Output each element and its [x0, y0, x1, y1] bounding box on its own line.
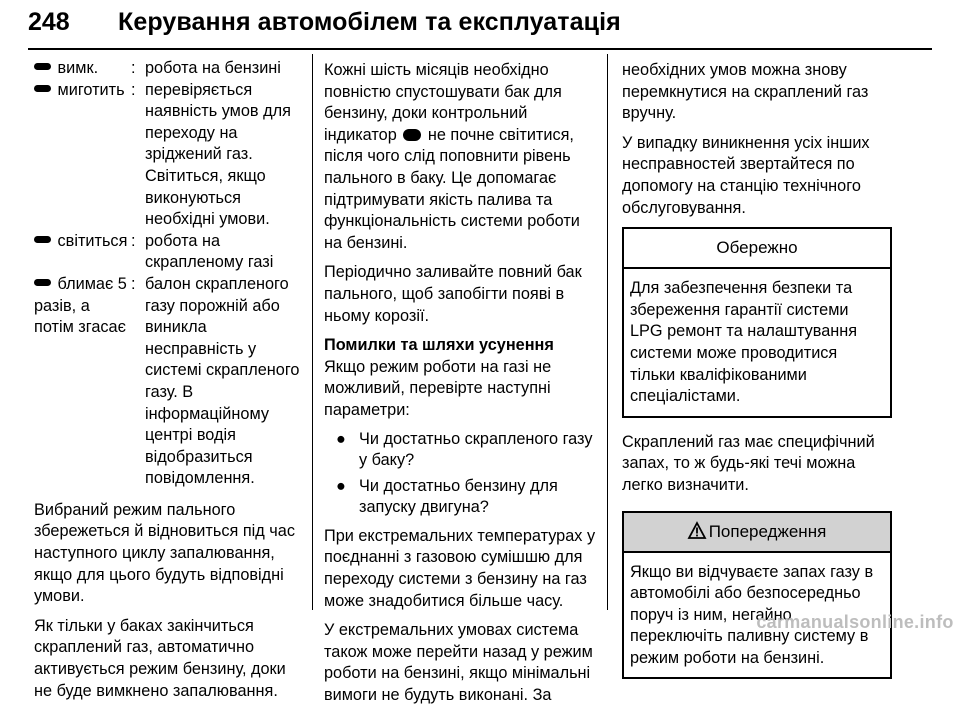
watermark-text: carmanualsonline.info	[756, 611, 954, 632]
paragraph: Кожні шість місяців необхідно повністю спустошувати бак для бензину, доки контрольний індикатор не почне світитися, після чого слід поповнити рівень пального в баку. Це допомагає підтримувати якість палива та функціональність системи роботи на бензині.	[324, 61, 580, 252]
lamp-state-row: блимає 5 разів, а потім згасає : балон скрапленого газу порожній або виникла несправність у системі скрапленого газу. В інформаційному центрі водія відобразиться повідомлення.	[34, 274, 300, 488]
page-title: Керування автомобілем та експлуатація	[118, 8, 621, 36]
lamp-state-row: світиться : робота на скрапленому газі	[34, 231, 300, 274]
paragraph: При екстремальних температурах у поєднанні з газовою сумішшю для переходу системи з бензину на газ може знадобитися більше часу.	[324, 526, 596, 610]
paragraph: У екстремальних умовах система також може перейти назад у режим роботи на бензині, якщо мінімальні вимоги не будуть виконані. За	[324, 621, 593, 705]
paragraph: Якщо режим роботи на газі не можливий, перевірте наступні параметри:	[324, 357, 552, 419]
list-item: ● Чи достатньо бензину для запуску двигуна?	[336, 476, 558, 517]
caution-body: Для забезпечення безпеки та збереження гарантії системи LPG ремонт та налаштування системи може проводитися тільки кваліфікованими спеціалістами.	[630, 279, 858, 406]
lamp-pill-icon	[34, 279, 51, 286]
lamp-state-table	[34, 58, 300, 490]
paragraph: необхідних умов можна знову перемкнутися на скраплений газ вручну.	[622, 61, 869, 123]
caution-box	[622, 227, 892, 418]
warning-body: Якщо ви відчуваєте запах газу в автомобілі або безпосередньо поруч із ним, негайно переключіть паливну систему в режим роботи на бензині.	[630, 562, 874, 667]
indicator-lamp-icon	[403, 129, 421, 141]
warning-triangle-icon	[688, 515, 706, 553]
paragraph: Скраплений газ має специфічний запах, то ж будь-які течі можна легко визначити.	[622, 432, 875, 494]
page-header	[0, 0, 960, 54]
bullet-icon: ●	[336, 429, 346, 448]
paragraph: Як тільки у баках закінчиться скраплений газ, автоматично активується режим бензину, доки не буде вимкнено запалювання.	[34, 616, 286, 700]
column-divider-2	[607, 54, 608, 610]
column-3	[622, 60, 892, 693]
section-heading: Помилки та шляхи усунення	[324, 336, 554, 355]
lamp-state-row: миготить : перевіряється наявність умов для переходу на зріджений газ. Світиться, якщо виконуються необхідні умови.	[34, 80, 300, 231]
bullet-icon: ●	[336, 476, 346, 495]
paragraph: Періодично заливайте повний бак пального, щоб запобігти появі в ньому корозії.	[324, 263, 582, 325]
caution-title: Обережно	[624, 229, 890, 269]
header-rule	[28, 48, 932, 50]
warning-box	[622, 511, 892, 680]
lamp-pill-icon	[34, 236, 51, 243]
bullet-list	[324, 429, 596, 519]
lamp-pill-icon	[34, 63, 51, 70]
column-2	[324, 60, 596, 715]
page-number: 248	[28, 8, 70, 36]
column-divider-1	[312, 54, 313, 610]
paragraph: У випадку виникнення усіх інших несправностей звертайтеся по допомогу на станцію технічного обслуговування.	[622, 133, 870, 217]
warning-title: Попередження	[708, 521, 827, 541]
lamp-state-row: вимк. : робота на бензині	[34, 58, 300, 80]
lamp-pill-icon	[34, 85, 51, 92]
warning-header	[624, 513, 890, 553]
list-item: ● Чи достатньо скрапленого газу у баку?	[336, 429, 593, 470]
watermark	[750, 602, 960, 642]
paragraph: Вибраний режим пального збережеться й відновиться під час наступного циклу запалювання, якщо для цього будуть відповідні умови.	[34, 500, 295, 606]
column-1	[34, 58, 300, 710]
